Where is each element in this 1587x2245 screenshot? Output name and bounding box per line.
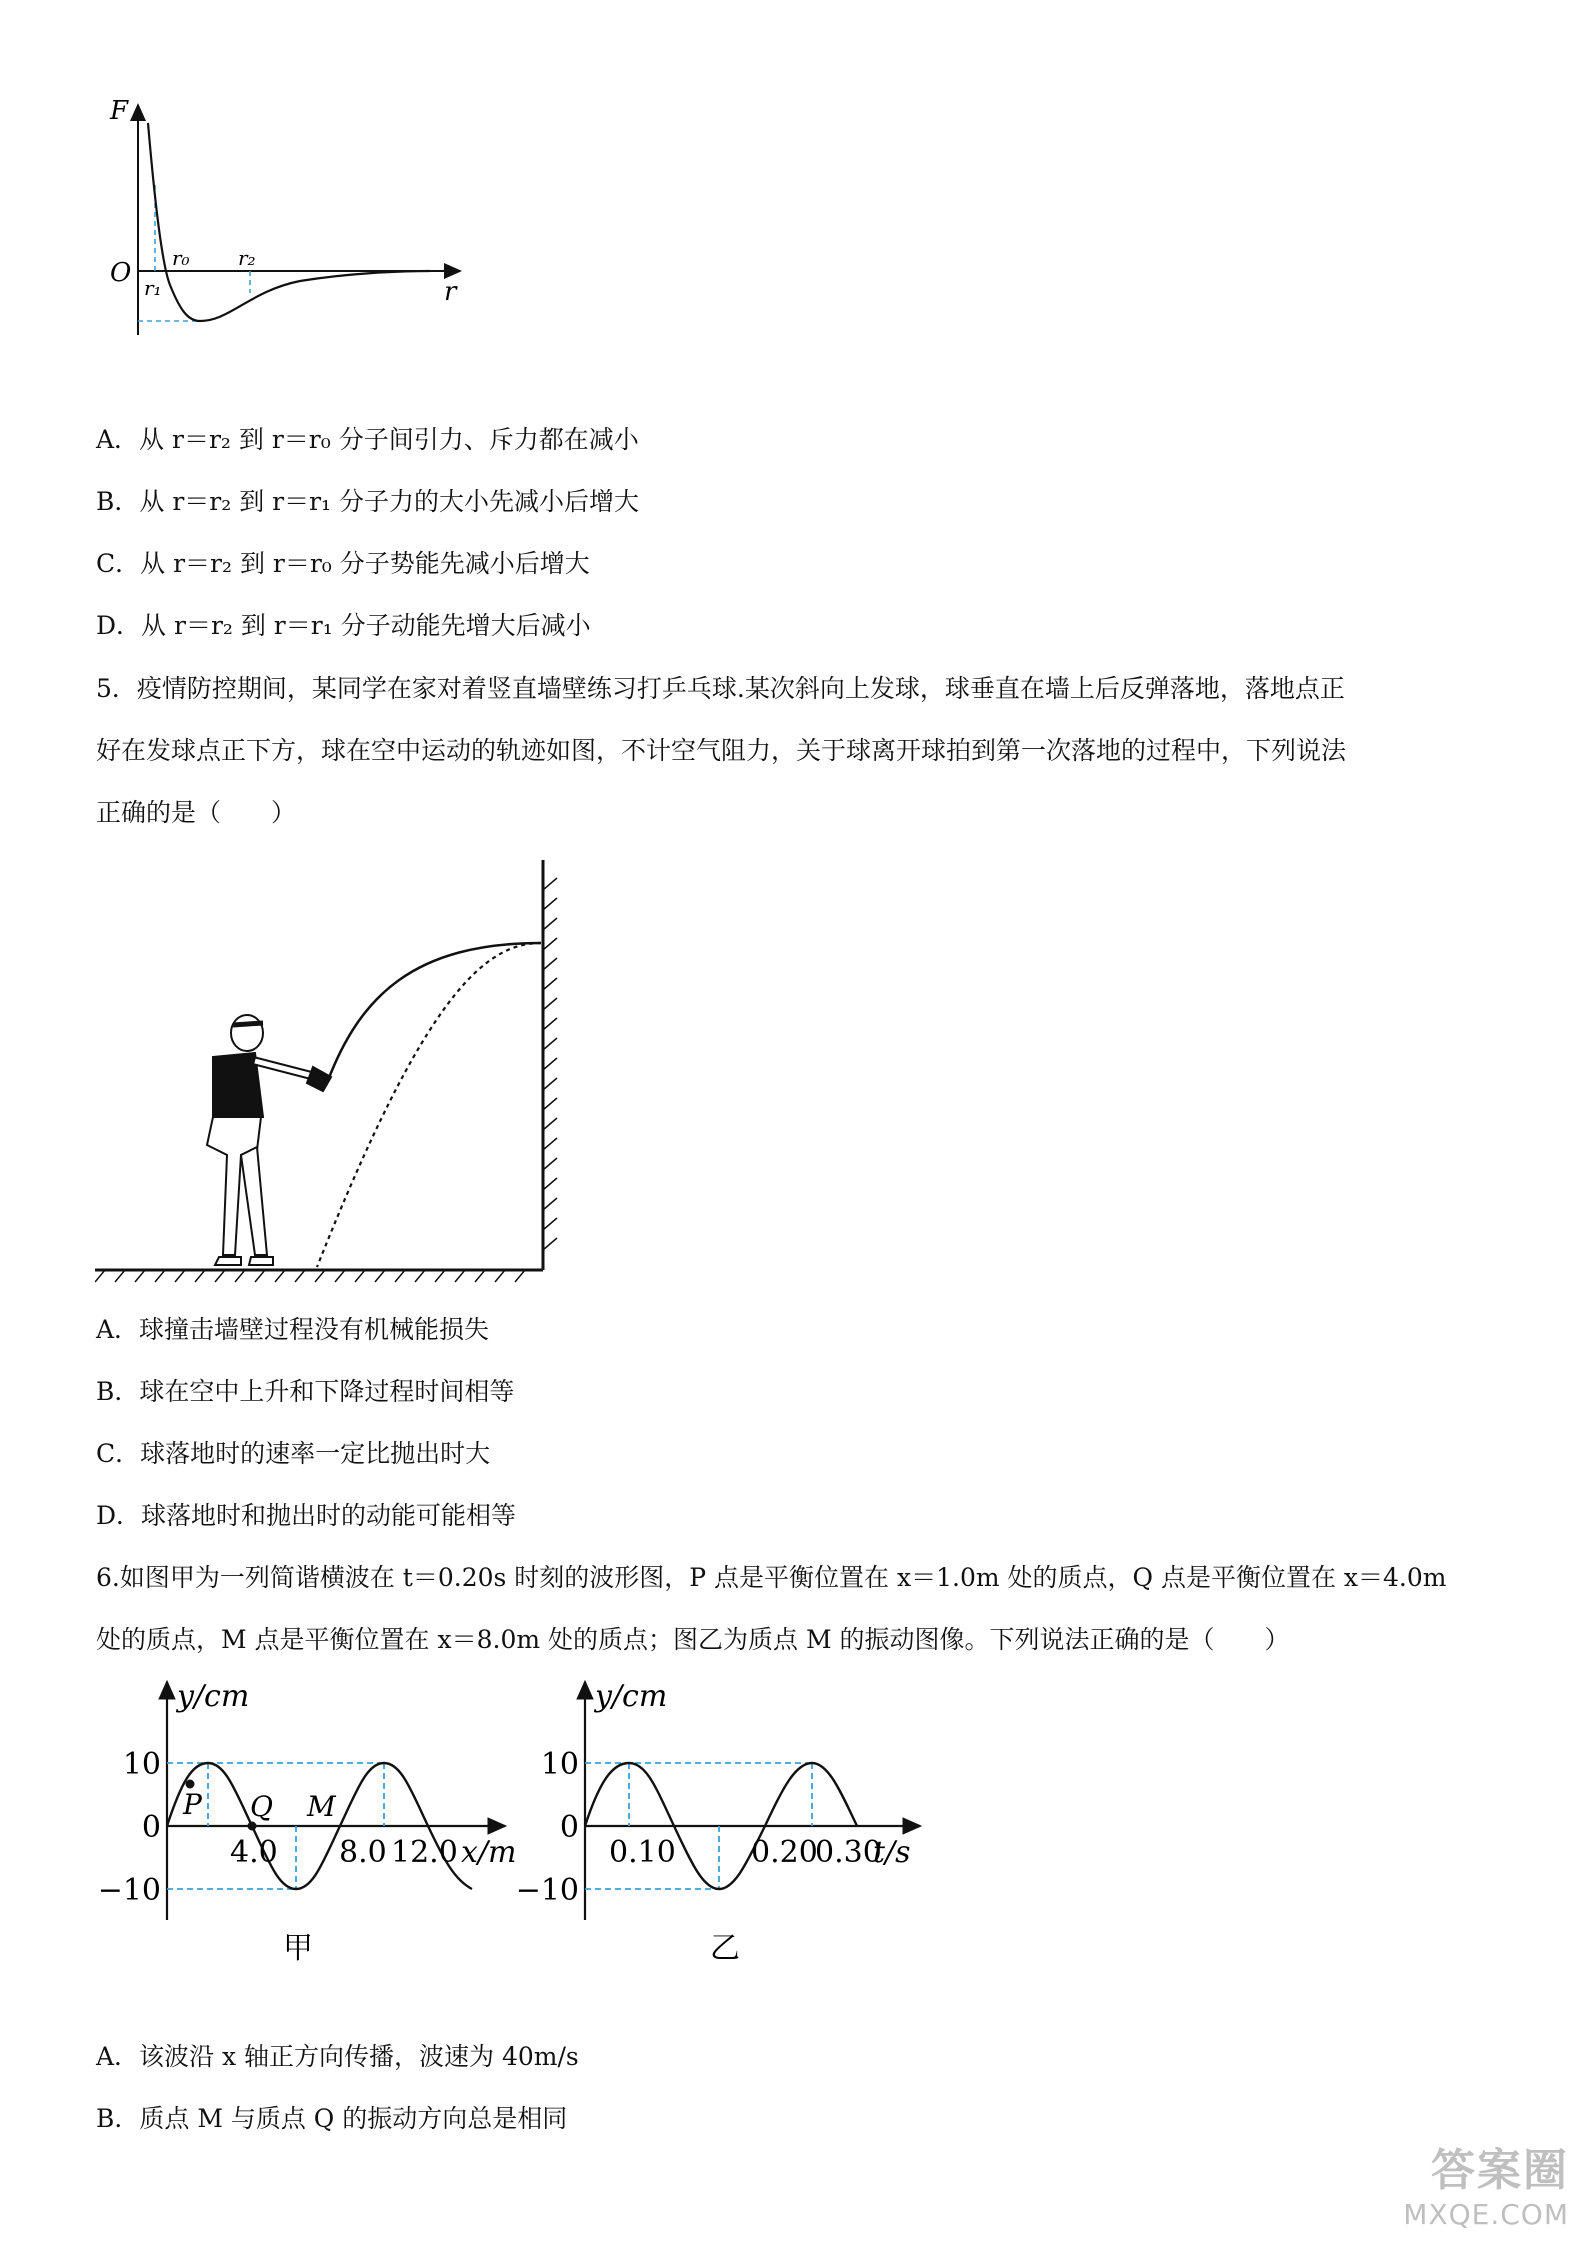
caption-yi: 乙 bbox=[710, 1931, 740, 1966]
vibration-figure-yi bbox=[515, 1670, 975, 1970]
origin-label: O bbox=[110, 258, 132, 288]
r2-label: r₂ bbox=[238, 246, 256, 270]
q5-option-d: D．球落地时和抛出时的动能可能相等 bbox=[96, 1501, 517, 1530]
q5-line-1: 5．疫情防控期间，某同学在家对着竖直墙壁练习打乒乓球.某次斜向上发球，球垂直在墙上后反弹落地，落地点正 bbox=[96, 674, 1345, 703]
xlabel-jia: x/m bbox=[461, 1835, 517, 1870]
force-curve bbox=[148, 123, 430, 321]
xlabel-yi: t/s bbox=[873, 1835, 911, 1870]
q6-line-2: 处的质点，M 点是平衡位置在 x＝8.0m 处的质点；图乙为质点 M 的振动图像。下列说法正确的是（ ） bbox=[96, 1625, 1290, 1654]
watermark bbox=[1403, 2134, 1569, 2231]
ytick-jia-0: 0 bbox=[141, 1810, 161, 1845]
q6-stem bbox=[96, 1547, 1496, 1671]
ping-pong-wall-figure bbox=[95, 855, 575, 1285]
q4-option-c: C．从 r＝r₂ 到 r＝r₀ 分子势能先减小后增大 bbox=[96, 549, 590, 578]
player-figure bbox=[207, 1015, 331, 1265]
axis-label-r: r bbox=[444, 277, 457, 307]
xtick-jia-8: 8.0 bbox=[339, 1835, 387, 1870]
label-m: M bbox=[307, 1790, 336, 1823]
wall-hatching bbox=[543, 878, 557, 1250]
q5-line-2: 好在发球点正下方，球在空中运动的轨迹如图，不计空气阻力，关于球离开球拍到第一次落地的过程中，下列说法 bbox=[96, 736, 1347, 765]
ylabel-yi: y/cm bbox=[595, 1679, 668, 1714]
ytick-jia-neg10: −10 bbox=[97, 1873, 161, 1908]
q6-line-1: 6.如图甲为一列简谐横波在 t＝0.20s 时刻的波形图，P 点是平衡位置在 x＝1.0m 处的质点，Q 点是平衡位置在 x＝4.0m bbox=[96, 1563, 1447, 1592]
q5-line-3: 正确的是（ ） bbox=[96, 798, 297, 827]
ylabel-jia: y/cm bbox=[177, 1679, 250, 1714]
watermark-url: MXQE.COM bbox=[1403, 2198, 1569, 2231]
ytick-yi-0: 0 bbox=[559, 1810, 579, 1845]
q6-option-a: A．该波沿 x 轴正方向传播，波速为 40m/s bbox=[96, 2042, 579, 2071]
launch-trajectory bbox=[327, 943, 541, 1083]
xtick-yi-030: 0.30 bbox=[815, 1835, 882, 1870]
q4-option-d: D．从 r＝r₂ 到 r＝r₁ 分子动能先增大后减小 bbox=[96, 611, 591, 640]
ytick-yi-10: 10 bbox=[540, 1747, 579, 1782]
q4-option-a: A．从 r＝r₂ 到 r＝r₀ 分子间引力、斥力都在减小 bbox=[96, 425, 639, 454]
r1-label: r₁ bbox=[144, 276, 162, 300]
ytick-yi-neg10: −10 bbox=[515, 1873, 579, 1908]
q5-stem bbox=[96, 658, 1496, 844]
xtick-jia-4: 4.0 bbox=[230, 1835, 278, 1870]
q5-option-c: C．球落地时的速率一定比抛出时大 bbox=[96, 1439, 491, 1468]
caption-jia: 甲 bbox=[283, 1931, 313, 1966]
label-p: P bbox=[183, 1788, 202, 1821]
q4-option-b: B．从 r＝r₂ 到 r＝r₁ 分子力的大小先减小后增大 bbox=[96, 487, 640, 516]
axis-label-f: F bbox=[110, 96, 129, 126]
label-q: Q bbox=[250, 1790, 273, 1823]
q5-option-b: B．球在空中上升和下降过程时间相等 bbox=[96, 1377, 515, 1406]
ground-hatching bbox=[95, 1270, 525, 1282]
force-distance-figure bbox=[100, 95, 480, 355]
xtick-jia-12: 12.0 bbox=[391, 1835, 458, 1870]
ytick-jia-10: 10 bbox=[122, 1747, 161, 1782]
wave-figure-jia bbox=[85, 1670, 545, 1970]
watermark-logo: 答案圈 bbox=[1431, 2145, 1569, 2196]
r0-label: r₀ bbox=[172, 246, 190, 270]
q6-option-b: B．质点 M 与质点 Q 的振动方向总是相同 bbox=[96, 2104, 568, 2133]
xtick-yi-010: 0.10 bbox=[609, 1835, 676, 1870]
xtick-yi-020: 0.20 bbox=[751, 1835, 818, 1870]
q5-option-a: A．球撞击墙壁过程没有机械能损失 bbox=[96, 1315, 490, 1344]
rebound-trajectory bbox=[317, 943, 541, 1267]
